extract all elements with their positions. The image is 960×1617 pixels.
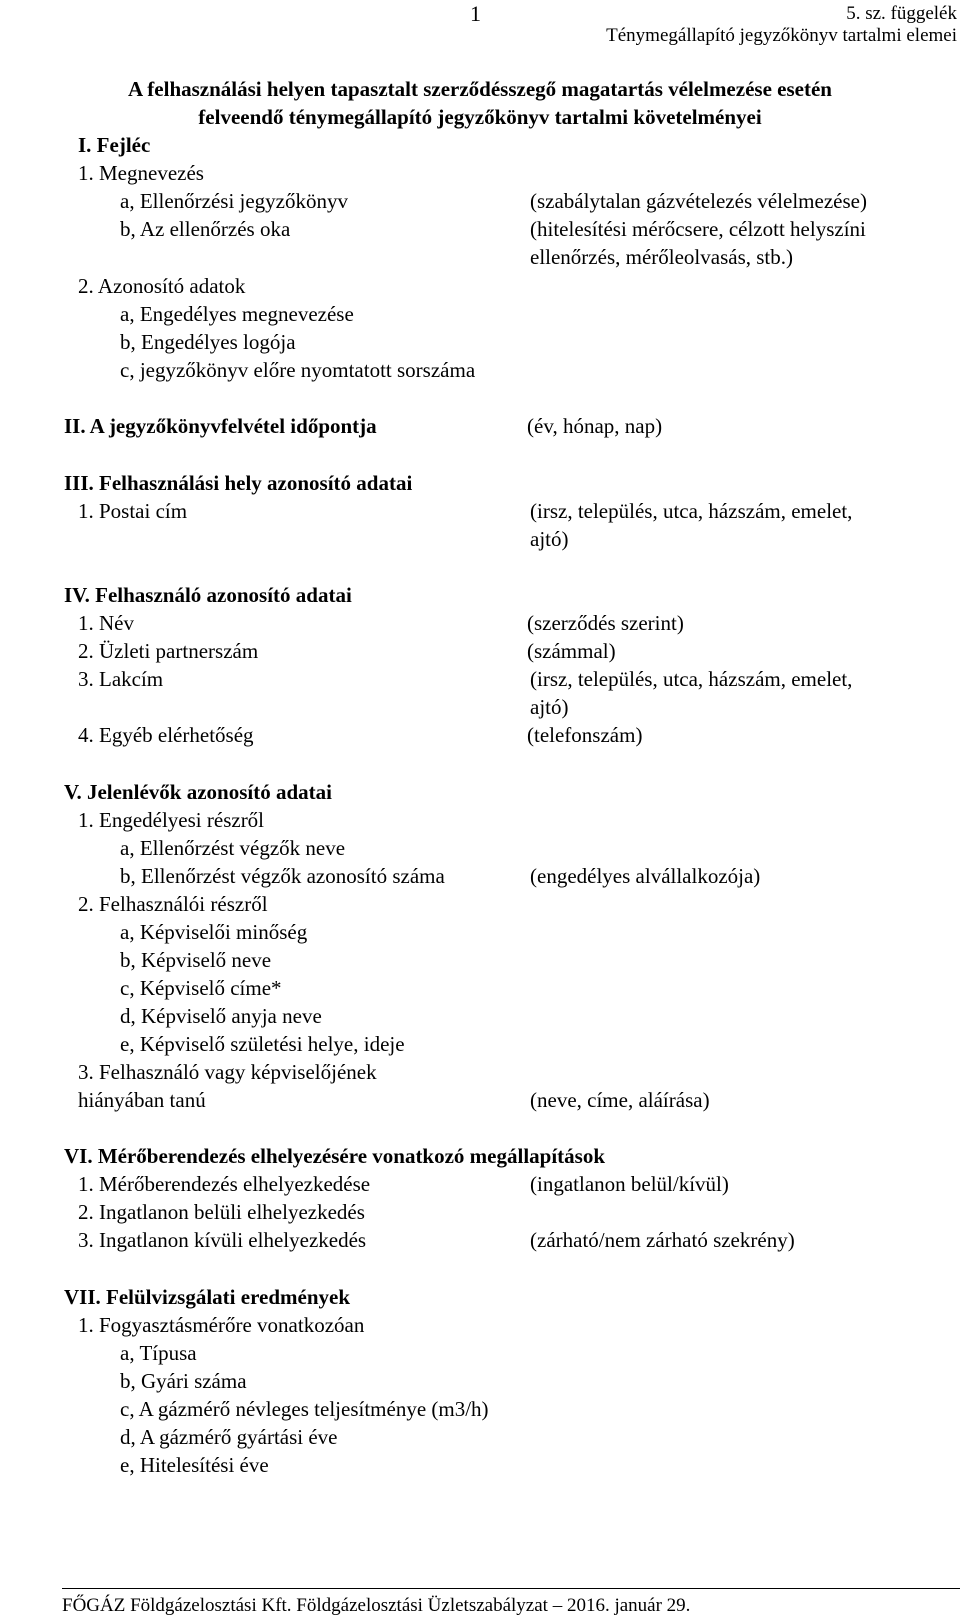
item-label: 2. Ingatlanon belüli elhelyezkedés bbox=[78, 1200, 365, 1224]
item-note: (év, hónap, nap) bbox=[527, 414, 663, 438]
section-heading: VI. Mérőberendezés elhelyezésére vonatkozó megállapítások bbox=[64, 1144, 606, 1168]
section-heading: VII. Felülvizsgálati eredmények bbox=[64, 1285, 351, 1309]
subitem-label: b, Képviselő neve bbox=[120, 948, 272, 972]
item-label: 3. Felhasználó vagy képviselőjének bbox=[78, 1060, 377, 1084]
item-label: 1. Megnevezés bbox=[78, 161, 204, 185]
item-note: ajtó) bbox=[530, 695, 569, 719]
subitem-label: a, Ellenőrzési jegyzőkönyv bbox=[120, 189, 349, 213]
item-label: 1. Név bbox=[78, 611, 134, 635]
item-note: (irsz, település, utca, házszám, emelet, bbox=[530, 667, 853, 691]
section-heading: I. Fejléc bbox=[78, 133, 151, 157]
subitem-label: b, Engedélyes logója bbox=[120, 330, 296, 354]
subitem-label: d, A gázmérő gyártási éve bbox=[120, 1425, 338, 1449]
item-label: 2. Üzleti partnerszám bbox=[78, 639, 259, 663]
appendix-label: 5. sz. függelék bbox=[846, 3, 957, 24]
page-footer: FŐGÁZ Földgázelosztási Kft. Földgázelosztási Üzletszabályzat – 2016. január 29. bbox=[62, 1595, 691, 1616]
subitem-label: a, Típusa bbox=[120, 1341, 197, 1365]
header-subtitle: Ténymegállapító jegyzőkönyv tartalmi elemei bbox=[606, 25, 957, 46]
section-heading: III. Felhasználási hely azonosító adatai bbox=[64, 471, 413, 495]
item-label: 3. Lakcím bbox=[78, 667, 164, 691]
section-heading: IV. Felhasználó azonosító adatai bbox=[64, 583, 352, 607]
item-label: 1. Mérőberendezés elhelyezkedése bbox=[78, 1172, 371, 1196]
subitem-label: e, Képviselő születési helye, ideje bbox=[120, 1032, 405, 1056]
subitem-label: d, Képviselő anyja neve bbox=[120, 1004, 322, 1028]
subitem-label: b, Az ellenőrzés oka bbox=[120, 217, 291, 241]
page-number: 1 bbox=[470, 1, 481, 26]
subitem-label: c, A gázmérő névleges teljesítménye (m3/h) bbox=[120, 1397, 489, 1421]
item-label: 1. Fogyasztásmérőre vonatkozóan bbox=[78, 1313, 365, 1337]
item-label: 2. Azonosító adatok bbox=[78, 274, 246, 298]
item-note: (neve, címe, aláírása) bbox=[530, 1088, 710, 1112]
item-note: (számmal) bbox=[527, 639, 616, 663]
document-title-line1: A felhasználási helyen tapasztalt szerződésszegő magatartás vélelmezése esetén bbox=[128, 77, 832, 101]
item-note: ellenőrzés, mérőleolvasás, stb.) bbox=[530, 245, 793, 269]
subitem-label: c, Képviselő címe* bbox=[120, 976, 282, 1000]
item-note: (engedélyes alvállalkozója) bbox=[530, 864, 761, 888]
item-label: 1. Engedélyesi részről bbox=[78, 808, 265, 832]
item-note: (szerződés szerint) bbox=[527, 611, 684, 635]
item-note: (telefonszám) bbox=[527, 723, 643, 747]
item-note: (szabálytalan gázvételezés vélelmezése) bbox=[530, 189, 867, 213]
item-note: (irsz, település, utca, házszám, emelet, bbox=[530, 499, 853, 523]
subitem-label: b, Gyári száma bbox=[120, 1369, 247, 1393]
section-heading: II. A jegyzőkönyvfelvétel időpontja bbox=[64, 414, 377, 438]
subitem-label: a, Képviselői minőség bbox=[120, 920, 308, 944]
subitem-label: c, jegyzőkönyv előre nyomtatott sorszáma bbox=[120, 358, 476, 382]
item-note: (ingatlanon belül/kívül) bbox=[530, 1172, 729, 1196]
section-heading: V. Jelenlévők azonosító adatai bbox=[64, 780, 332, 804]
item-note: (hitelesítési mérőcsere, célzott helyszíni bbox=[530, 217, 866, 241]
item-label: hiányában tanú bbox=[78, 1088, 206, 1112]
subitem-label: a, Ellenőrzést végzők neve bbox=[120, 836, 346, 860]
subitem-label: e, Hitelesítési éve bbox=[120, 1453, 269, 1477]
item-label: 4. Egyéb elérhetőség bbox=[78, 723, 254, 747]
item-note: ajtó) bbox=[530, 527, 569, 551]
footer-rule bbox=[62, 1588, 960, 1589]
item-label: 1. Postai cím bbox=[78, 499, 188, 523]
item-label: 3. Ingatlanon kívüli elhelyezkedés bbox=[78, 1228, 367, 1252]
subitem-label: b, Ellenőrzést végzők azonosító száma bbox=[120, 864, 445, 888]
item-label: 2. Felhasználói részről bbox=[78, 892, 268, 916]
item-note: (zárható/nem zárható szekrény) bbox=[530, 1228, 795, 1252]
document-title-line2: felveendő ténymegállapító jegyzőkönyv tartalmi követelményei bbox=[198, 105, 762, 129]
subitem-label: a, Engedélyes megnevezése bbox=[120, 302, 354, 326]
